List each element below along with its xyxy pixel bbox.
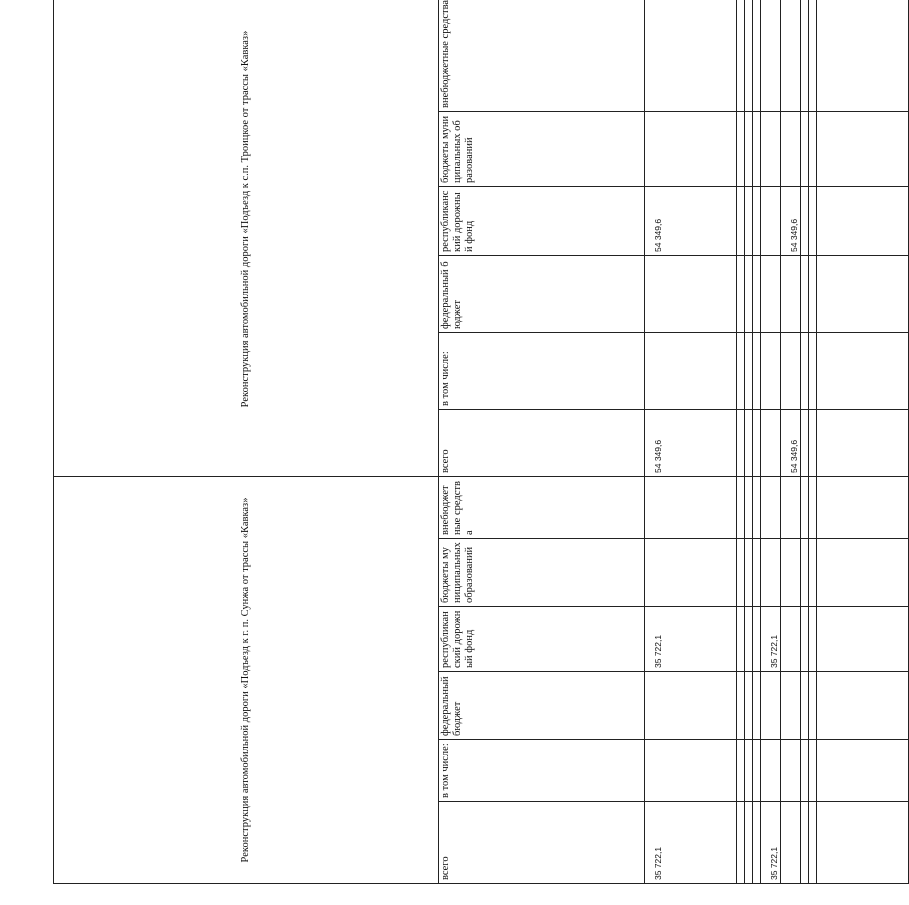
- amount-cell: [753, 0, 761, 112]
- amount-cell: [753, 539, 761, 607]
- amount-cell: [753, 740, 761, 802]
- amount-cell: 35 722,1: [761, 802, 781, 884]
- amount-cell: [809, 539, 817, 607]
- amount-cell: [645, 740, 737, 802]
- amount-cell: [737, 0, 745, 112]
- amount-cell: [761, 410, 781, 477]
- amount-cell: [737, 672, 745, 740]
- amount-cell: [745, 802, 753, 884]
- funding-source-cell: республиканский дорожный фонд: [439, 187, 645, 256]
- amount-cell: [817, 539, 909, 607]
- amount-cell: [817, 410, 909, 477]
- funding-source-cell: в том числе:: [439, 333, 645, 410]
- amount-cell: [737, 740, 745, 802]
- amount-cell: [645, 333, 737, 410]
- amount-cell: [753, 672, 761, 740]
- amount-cell: [745, 0, 753, 112]
- amount-row: [761, 0, 781, 884]
- amount-cell: [753, 256, 761, 333]
- amount-cell: [761, 477, 781, 539]
- amount-cell: [817, 333, 909, 410]
- amount-cell: [801, 607, 809, 672]
- amount-cell: [781, 0, 801, 112]
- amount-cell: [817, 672, 909, 740]
- amount-cell: [801, 802, 809, 884]
- amount-row: [809, 0, 817, 884]
- amount-cell: [781, 477, 801, 539]
- amount-cell: [809, 333, 817, 410]
- amount-cell: 54 349,6: [645, 187, 737, 256]
- amount-cell: [809, 802, 817, 884]
- amount-cell: [645, 0, 737, 112]
- amount-cell: [801, 187, 809, 256]
- amount-cell: [753, 112, 761, 187]
- amount-cell: [781, 256, 801, 333]
- amount-row: [801, 0, 809, 884]
- amount-cell: [761, 187, 781, 256]
- amount-row: [817, 0, 909, 884]
- rotated-page: [53, 0, 799, 884]
- amount-cell: [737, 187, 745, 256]
- funding-source-cell: бюджеты муниципальных образований: [439, 112, 645, 187]
- amount-cell: [645, 672, 737, 740]
- funding-source-row: [439, 0, 645, 884]
- amount-cell: [753, 410, 761, 477]
- amount-cell: [809, 112, 817, 187]
- amount-cell: [753, 607, 761, 672]
- amount-cell: [645, 256, 737, 333]
- amount-cell: 35 722,1: [645, 607, 737, 672]
- amount-row: [753, 0, 761, 884]
- funding-source-cell: всего: [439, 410, 645, 477]
- project-name-cell: Реконструкция автомобильной дороги «Подъезд к с.п. Троицкое от трассы «Кавказ»: [54, 0, 439, 477]
- amount-cell: [753, 477, 761, 539]
- amount-cell: [781, 333, 801, 410]
- amount-cell: [737, 256, 745, 333]
- amount-cell: [817, 112, 909, 187]
- amount-cell: [809, 740, 817, 802]
- amount-cell: [801, 410, 809, 477]
- funding-source-cell: внебюджетные средства: [439, 477, 645, 539]
- amount-cell: [761, 256, 781, 333]
- amount-cell: [781, 672, 801, 740]
- amount-cell: [737, 607, 745, 672]
- amount-cell: [761, 112, 781, 187]
- amount-cell: [645, 477, 737, 539]
- amount-cell: [781, 607, 801, 672]
- amount-cell: [809, 410, 817, 477]
- amount-cell: [809, 256, 817, 333]
- amount-cell: [737, 410, 745, 477]
- amount-cell: [817, 187, 909, 256]
- amount-cell: [737, 333, 745, 410]
- amount-cell: [809, 477, 817, 539]
- amount-cell: [753, 187, 761, 256]
- amount-cell: [645, 539, 737, 607]
- amount-cell: [817, 477, 909, 539]
- project-name-cell: Реконструкция автомобильной дороги «Подъезд к г. п. Сунжа от трассы «Кавказ»: [54, 477, 439, 884]
- amount-cell: [745, 539, 753, 607]
- amount-cell: [809, 607, 817, 672]
- amount-cell: [801, 0, 809, 112]
- amount-cell: [761, 333, 781, 410]
- amount-cell: [817, 256, 909, 333]
- amount-cell: [817, 740, 909, 802]
- amount-cell: [745, 256, 753, 333]
- amount-row: [745, 0, 753, 884]
- amount-cell: 35 722,1: [645, 802, 737, 884]
- funding-source-cell: федеральный бюджет: [439, 256, 645, 333]
- amount-cell: [745, 607, 753, 672]
- amount-row: [645, 0, 737, 884]
- amount-row: [737, 0, 745, 884]
- amount-cell: [801, 740, 809, 802]
- funding-source-cell: федеральный бюджет: [439, 672, 645, 740]
- amount-cell: [737, 112, 745, 187]
- amount-cell: [745, 410, 753, 477]
- amount-cell: [745, 477, 753, 539]
- amount-cell: [737, 802, 745, 884]
- amount-cell: 35 722,1: [761, 607, 781, 672]
- amount-cell: [761, 0, 781, 112]
- amount-cell: [761, 672, 781, 740]
- amount-cell: [801, 539, 809, 607]
- amount-cell: [745, 112, 753, 187]
- amount-cell: [753, 802, 761, 884]
- amount-cell: [737, 539, 745, 607]
- amount-cell: [809, 187, 817, 256]
- amount-cell: [801, 333, 809, 410]
- funding-source-cell: внебюджетные средства: [439, 0, 645, 112]
- amount-cell: [761, 539, 781, 607]
- funding-source-cell: в том числе:: [439, 740, 645, 802]
- amount-cell: [745, 672, 753, 740]
- funding-source-cell: всего: [439, 802, 645, 884]
- amount-cell: [745, 187, 753, 256]
- amount-cell: [753, 333, 761, 410]
- amount-cell: [809, 0, 817, 112]
- funding-source-cell: республиканский дорожный фонд: [439, 607, 645, 672]
- amount-row: [781, 0, 801, 884]
- amount-cell: [801, 112, 809, 187]
- amount-cell: [781, 539, 801, 607]
- amount-cell: 54 349,6: [781, 187, 801, 256]
- amount-cell: [737, 477, 745, 539]
- amount-cell: [761, 740, 781, 802]
- amount-cell: [809, 672, 817, 740]
- amount-cell: [745, 333, 753, 410]
- amount-cell: [801, 477, 809, 539]
- amount-cell: [801, 672, 809, 740]
- amount-cell: 54 349,6: [781, 410, 801, 477]
- amount-cell: [781, 802, 801, 884]
- funding-source-cell: бюджеты муниципальных образований: [439, 539, 645, 607]
- amount-cell: [645, 112, 737, 187]
- funding-table: [53, 0, 909, 884]
- project-name-row: [54, 0, 439, 884]
- amount-cell: [801, 256, 809, 333]
- amount-cell: [817, 607, 909, 672]
- amount-cell: [745, 740, 753, 802]
- amount-cell: [817, 0, 909, 112]
- amount-cell: [817, 802, 909, 884]
- amount-cell: 54 349,6: [645, 410, 737, 477]
- amount-cell: [781, 740, 801, 802]
- amount-cell: [781, 112, 801, 187]
